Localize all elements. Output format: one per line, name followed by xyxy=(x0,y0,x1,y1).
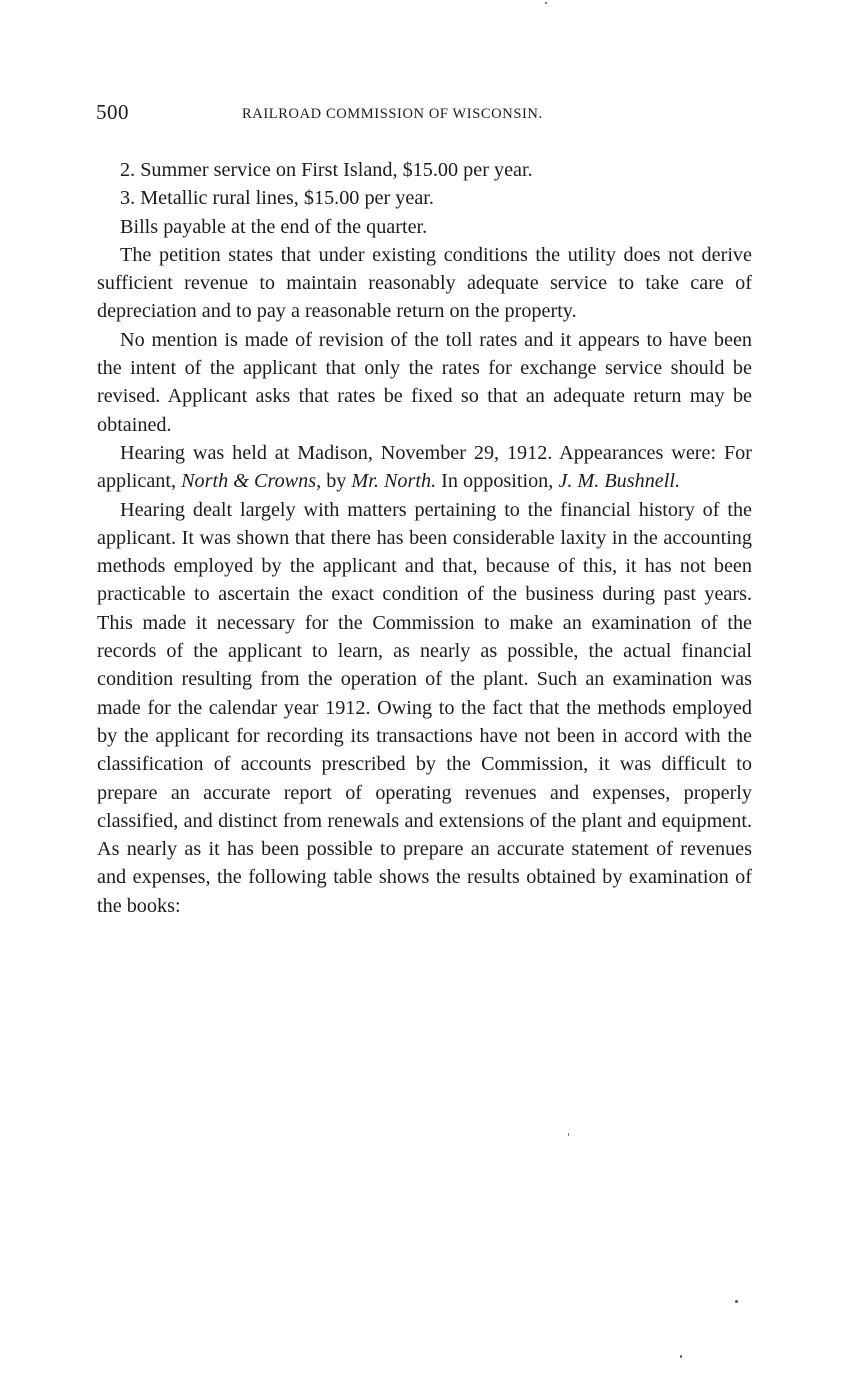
opposition-party: J. M. Bushnell. xyxy=(558,470,681,493)
applicant-counsel: North & Crowns, xyxy=(181,470,322,493)
counsel-person: Mr. North. xyxy=(351,470,437,493)
toll-rates-paragraph: No mention is made of revision of the toll rates and it appears to have been the intent of the applicant that only the rates for exchange service should be revised. Applicant asks that rates be fixed so that an adequate return may be obtained. xyxy=(97,328,752,436)
scan-speck xyxy=(568,1133,569,1136)
hearing-text-3: In opposition, xyxy=(436,470,559,493)
hearing-text-1: Hearing was held at Madison, November 29, 1912. Appearances were: For applicant, xyxy=(97,441,752,493)
scan-speck xyxy=(680,1355,682,1358)
hearing-text-2: by xyxy=(321,470,352,493)
scan-speck xyxy=(545,2,547,4)
page-number: 500 xyxy=(96,100,129,124)
body-text xyxy=(97,156,752,920)
petition-paragraph: The petition states that under existing conditions the utility does not derive sufficient revenue to maintain reasonably adequate service to take care of depreciation and to pay a reasonable return on the property. xyxy=(97,243,752,323)
hearing-dealt-paragraph: Hearing dealt largely with matters pertaining to the financial history of the applicant. It was shown that there has been considerable laxity in the accounting methods employed by the applicant and that, because of this, it has not been practicable to ascertain the exact condition of the business during past years. This made it necessary for the Commission to make an examination of the records of the applicant to learn, as nearly as possible, the actual financial condition resulting from the operation of the plant. Such an examination was made for the calendar year 1912. Owing to the fact that the methods employed by the applicant for recording its transactions have not been in accord with the classification of accounts prescribed by the Commission, it was difficult to prepare an accurate report of operating revenues and expenses, properly classified, and distinct from renewals and extensions of the plant and equipment. As nearly as it has been possible to prepare an accurate statement of revenues and expenses, the following table shows the results obtained by examination of the books: xyxy=(97,498,752,917)
hearing-held-paragraph xyxy=(97,439,752,496)
running-head: RAILROAD COMMISSION OF WISCONSIN. xyxy=(242,106,543,122)
billing-paragraph: Bills payable at the end of the quarter. xyxy=(120,215,428,238)
scan-speck xyxy=(735,1300,738,1303)
rate-item-2: 2. Summer service on First Island, $15.00 per year. xyxy=(120,159,533,181)
rate-item-3: 3. Metallic rural lines, $15.00 per year. xyxy=(120,187,434,210)
page-header xyxy=(96,100,756,128)
